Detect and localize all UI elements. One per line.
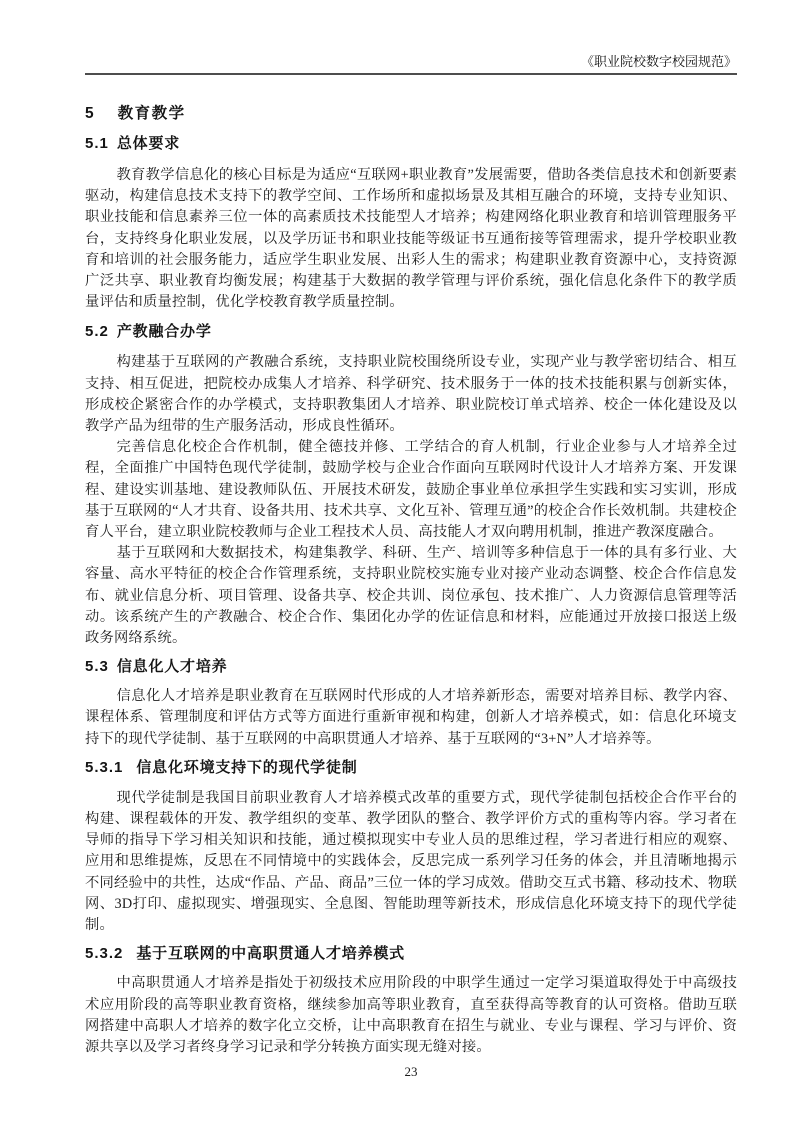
paragraph-5-3-1: 信息化人才培养是职业教育在互联网时代形成的人才培养新形态，需要对培养目标、教学内容、课程体系、管理制度和评估方式等方面进行重新审视和构建，创新人才培养模式，如：信息化环境支持下的现代学徒制、基于互联网的中高职贯通人才培养、基于互联网的“3+N”人才培养等。 <box>85 688 737 747</box>
header-rule <box>85 73 737 75</box>
heading-title: 信息化环境支持下的现代学徒制 <box>136 758 358 776</box>
heading-number: 5.2 <box>85 323 109 341</box>
header-title: 《职业院校数字校园规范》 <box>580 54 737 69</box>
heading-title: 教育教学 <box>117 105 186 122</box>
heading-number: 5 <box>85 105 94 122</box>
heading-title: 产教融合办学 <box>116 323 212 341</box>
section-heading-5-1 <box>85 135 737 152</box>
heading-title: 总体要求 <box>116 135 181 152</box>
heading-title: 信息化人才培养 <box>116 658 228 676</box>
heading-title: 基于互联网的中高职贯通人才培养模式 <box>136 945 405 963</box>
paragraph-5-3-2-1: 中高职贯通人才培养是指处于初级技术应用阶段的中职学生通过一定学习渠道取得处于中高级技术应用阶段的高等职业教育资格，继续参加高等职业教育，直至获得高等教育的认可资格。借助互联网搭建中高职人才培养的数字化立交桥，让中高职教育在招生与就业、专业与课程、学习与评价、资源共享以及学习者终身学习记录和学分转换方面实现无缝对接。 <box>85 975 737 1055</box>
paragraph-5-1-1: 教育教学信息化的核心目标是为适应“互联网+职业教育”发展需要，借助各类信息技术和创新要素驱动，构建信息技术支持下的教学空间、工作场所和虚拟场景及其相互融合的环境，支持专业知识、职业技能和信息素养三位一体的高素质技术技能型人才培养；构建网络化职业教育和培训管理服务平台，支持终身化职业发展，以及学历证书和职业技能等级证书互通衔接等管理需求，提升学校职业教育和培训的社会服务能力，适应学生职业发展、出彩人生的需求；构建职业教育资源中心，支持资源广泛共享、职业教育均衡发展；构建基于大数据的教学管理与评价系统，强化信息化条件下的教学质量评估和质量控制，优化学校教育教学质量控制。 <box>85 167 737 311</box>
section-heading-5-3-1 <box>85 759 737 776</box>
section-heading-5-2 <box>85 323 737 340</box>
paragraph-5-3-1-1: 现代学徒制是我国目前职业教育人才培养模式改革的重要方式，现代学徒制包括校企合作平台的构建、课程载体的开发、教学组织的变革、教学团队的整合、教学评价方式的重构等内容。学习者在导师的指导下学习相关知识和技能，通过模拟现实中专业人员的思维过程，学习者进行相应的观察、应用和思维提炼，反思在不同情境中的实践体会，反思完成一系列学习任务的体会，并且清晰地揭示不同经验中的共性，达成“作品、产品、商品”三位一体的学习成效。借助交互式书籍、移动技术、物联网、3D打印、虚拟现实、增强现实、全息图、智能助理等新技术，形成信息化环境支持下的现代学徒制。 <box>85 789 737 934</box>
heading-number: 5.3 <box>85 658 109 676</box>
section-heading-5 <box>85 105 737 122</box>
page-number: 23 <box>404 1064 418 1080</box>
section-heading-5-3 <box>85 658 737 675</box>
heading-number: 5.3.2 <box>85 945 124 963</box>
page-header <box>85 0 737 69</box>
paragraph-5-2-3: 基于互联网和大数据技术，构建集教学、科研、生产、培训等多种信息于一体的具有多行业、大容量、高水平特征的校企合作管理系统，支持职业院校实施专业对接产业动态调整、校企合作信息发布、就业信息分析、项目管理、设备共享、校企共训、岗位承包、技术推广、人力资源信息管理等活动。该系统产生的产教融合、校企合作、集团化办学的佐证信息和材料，应能通过开放接口报送上级政务网络系统。 <box>85 545 737 647</box>
heading-number: 5.3.1 <box>85 758 124 776</box>
heading-number: 5.1 <box>85 135 109 152</box>
paragraph-5-2-2: 完善信息化校企合作机制，健全德技并修、工学结合的育人机制，行业企业参与人才培养全过程，全面推广中国特色现代学徒制，鼓励学校与企业合作面向互联网时代设计人才培养方案、开发课程、建设实训基地、建设教师队伍、开展技术研发，鼓励企事业单位承担学生实践和实习实训，形成基于互联网的“人才共育、设备共用、技术共享、文化互补、管理互通”的校企合作长效机制。共建校企育人平台，建立职业院校教师与企业工程技术人员、高技能人才双向聘用机制，推进产教深度融合。 <box>85 439 737 541</box>
section-heading-5-3-2 <box>85 945 737 962</box>
paragraph-5-2-1: 构建基于互联网的产教融合系统，支持职业院校围绕所设专业，实现产业与教学密切结合、相互支持、相互促进，把院校办成集人才培养、科学研究、技术服务于一体的技术技能积累与创新实体，形成校企紧密合作的办学模式，支持职教集团人才培养、职业院校订单式培养、校企一体化建设及以教学产品为纽带的生产服务活动，形成良性循环。 <box>85 354 737 435</box>
